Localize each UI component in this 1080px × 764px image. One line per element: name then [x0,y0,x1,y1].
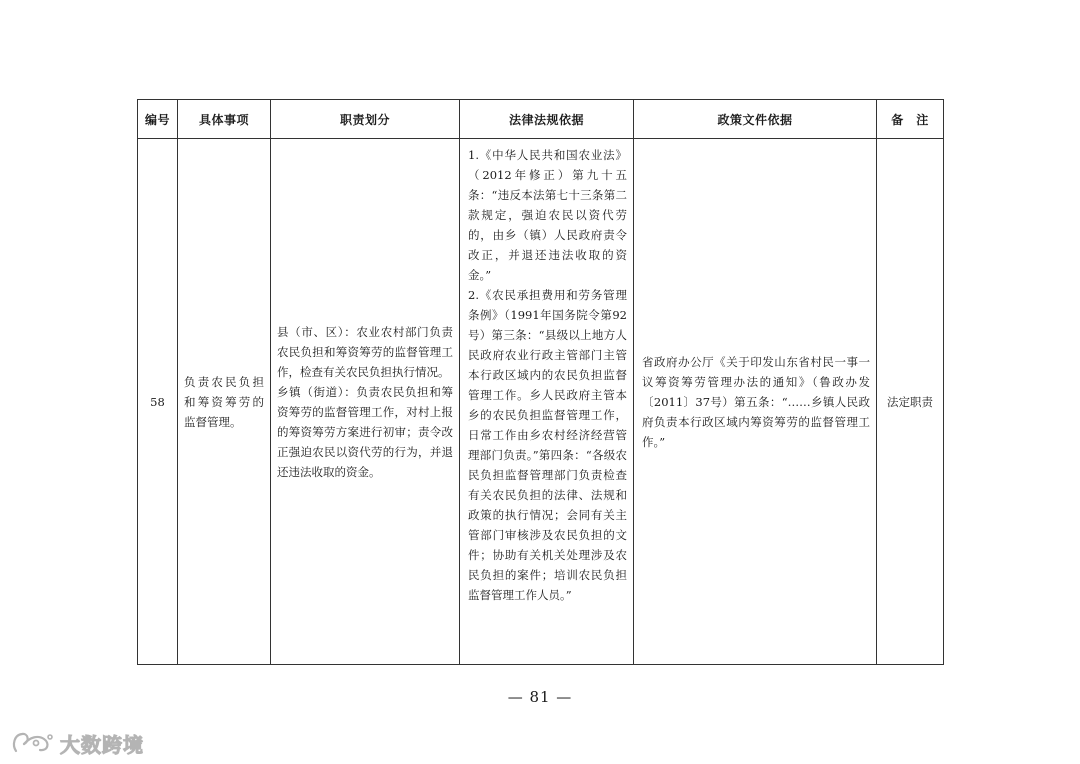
table-header-row [138,100,944,139]
cell-law [460,139,634,665]
header-number: 编号 [138,100,178,139]
cell-remark: 法定职责 [877,139,944,665]
duty-township: 乡镇（街道）：负责农民负担和筹资筹劳的监督管理工作，对村上报的筹资筹劳方案进行初审；责令改正强迫农民以资代劳的行为，并退还违法收取的资金。 [277,384,453,479]
law-item-1: 1.《中华人民共和国农业法》（2012年修正）第九十五条：“违反本法第七十三条第二款规定，强迫农民以资代劳的，由乡（镇）人民政府责令改正，并退还违法收取的资金。” [468,148,627,282]
cell-policy: 省政府办公厅《关于印发山东省村民一事一议筹资筹劳管理办法的通知》（鲁政办发〔2011〕37号）第五条：“……乡镇人民政府负责本行政区域内筹资筹劳的监督管理工作。” [634,139,877,665]
watermark [10,728,144,758]
page-number: — 81 — [507,688,573,706]
table-row [138,139,944,665]
header-law: 法律法规依据 [460,100,634,139]
law-item-2: 2.《农民承担费用和劳务管理条例》（1991年国务院令第92号）第三条：“县级以上地方人民政府农业行政主管部门主管本行政区域内的农民负担监督管理工作。乡人民政府主管本乡的农民负担监督管理工作，日常工作由乡农村经济经营管理部门负责。”第四条：“各级农民负担监督管理部门负责检查有关农民负担的法律、法规和政策的执行情况；会同有关主管部门审核涉及农民负担的文件；协助有关机关处理涉及农民负担的案件；培训农民负担监督管理工作人员。” [468,288,627,602]
watermark-text: 大数跨境 [60,732,144,757]
brand-logo-icon [10,729,56,757]
header-item: 具体事项 [178,100,271,139]
header-remark: 备 注 [877,100,944,139]
cell-duty [271,139,460,665]
header-policy: 政策文件依据 [634,100,877,139]
cell-number: 58 [138,139,178,665]
cell-item: 负责农民负担和筹资筹劳的监督管理。 [178,139,271,665]
responsibility-table [137,99,944,665]
duty-county: 县（市、区）：农业农村部门负责农民负担和筹资筹劳的监督管理工作，检查有关农民负担执行情况。 [277,324,453,379]
header-duty: 职责划分 [271,100,460,139]
